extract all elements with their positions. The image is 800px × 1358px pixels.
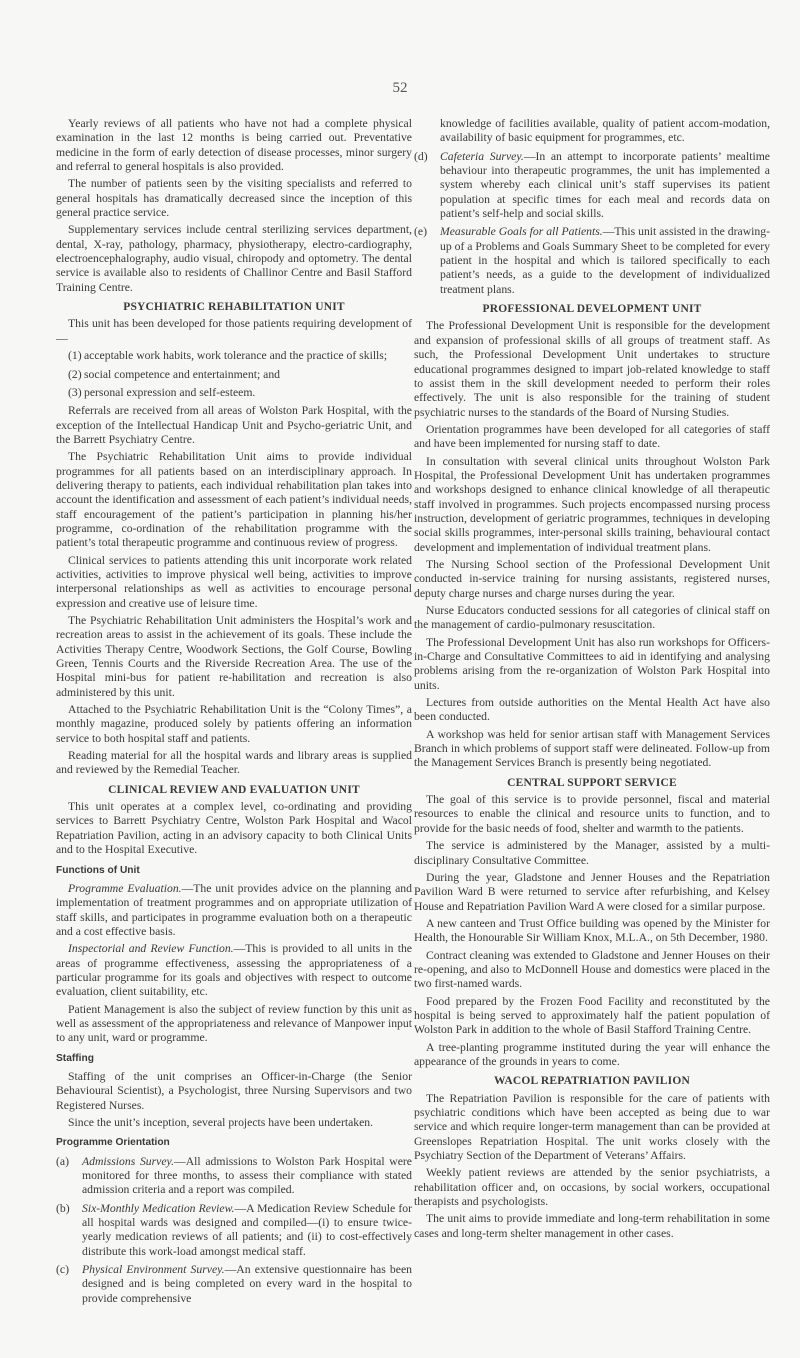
paragraph: The Repatriation Pavilion is responsible for the care of patients with psychiatric conditions which have been accepted as being due to war service and which require longer-term management than can be provided at Greenslopes Repatriation Hospital. The unit works closely with the Psychiatry Section of the Department of Veterans’ Affairs. [414,1091,770,1163]
list-indent [414,117,440,146]
paragraph: The Professional Development Unit has also run workshops for Officers-in-Charge and Consultative Committees to aid in identifying and analysing problems arising from the re-organization of Wolston Park Hospital into units. [414,635,770,692]
list-letter: (e) [414,225,427,239]
list-text [82,1155,412,1198]
list-text: social competence and entertainment; and [84,367,281,381]
paragraph [56,882,412,939]
paragraph: Clinical services to patients attending this unit incorporate work related activities, activities to improve physical well being, activities to improve interpersonal relationships as well as activities to encourage personal expression and creative use of leisure time. [56,553,412,610]
paragraph: Food prepared by the Frozen Food Facility and reconstituted by the hospital is being served to approximately half the patient population of Wolston Park in addition to the whole of Basil Stafford Training Centre. [414,994,770,1037]
paragraph: The number of patients seen by the visiting specialists and referred to general hospitals has dramatically decreased since the inception of this general practice service. [56,177,412,220]
italic-term: Cafeteria Survey. [440,149,524,163]
italic-term: Measurable Goals for all Patients. [440,225,603,239]
paragraph: The Professional Development Unit is responsible for the development and expansion of professional skills of all groups of treatment staff. As such, the Professional Development Unit undertakes to structure educational programmes designed to impart job-related knowledge to staff to assist them in the skill development needed to perform their roles effectively. The unit is also responsible for the training of student psychiatric nurses to the standards of the Board of Nursing Studies. [414,319,770,419]
paragraph-text: —This is provided to all units in the areas of programme effectiveness, assessing the appropriateness of a particular programme for its goals and objectives with respect to outcome evaluation, client suitability, etc. [56,942,412,999]
paragraph: This unit has been developed for those patients requiring development of— [56,317,412,345]
list-text [82,1202,412,1259]
subheading-programme-orientation: Programme Orientation [56,1137,170,1149]
paragraph: Patient Management is also the subject of review function by this unit as well as assessment of the appropriateness and relevance of Manpower input to any unit, ward or programme. [56,1002,412,1045]
list-letter: (d) [414,149,428,163]
paragraph-text: —The unit provides advice on the planning and implementation of treatment programmes and on appropriate utilization of staff skills, and participates in programme evaluation both on a therapeutic and a cost effective basis. [56,881,412,938]
list-number: (1) [68,349,82,363]
list-item [414,150,770,222]
paragraph: The service is administered by the Manager, assisted by a multi-disciplinary Consultative Committee. [414,839,770,867]
paragraph: Since the unit’s inception, several projects have been undertaken. [68,1116,374,1129]
paragraph: The Psychiatric Rehabilitation Unit aims to provide individual programmes for all patients based on an interdisciplinary approach. In delivering therapy to patients, each individual rehabilitation plan takes into account the identification and assessment of each patient’s individual needs, staff encouragement of the patient’s participation in planning his/her programme, co-ordination of the rehabilitation programme with the patient’s total therapeutic programme and continuous review of progress. [56,450,412,550]
paragraph: The goal of this service is to provide personnel, fiscal and material resources to enable the clinical and resource units to function, and to provide for the basic needs of food, shelter and warmth to the patients. [414,793,770,835]
paragraph: A new canteen and Trust Office building was opened by the Minister for Health, the Honourable Sir William Knox, M.L.A., on 5th December, 1980. [414,916,770,945]
list-item [56,1202,412,1259]
paragraph: Supplementary services include central sterilizing services department, dental, X-ray, pathology, pharmacy, physiotherapy, electro-cardiography, electroencephalography, audio visual, chiropody and optometry. The dental service is available also to residents of Challinor Centre and Basil Stafford Training Centre. [56,223,412,294]
left-column [56,117,412,1310]
italic-term: Admissions Survey. [82,1154,175,1168]
list-item [56,1263,412,1306]
list-item [56,386,412,400]
paragraph: Nurse Educators conducted sessions for all categories of clinical staff on the management of cardio-pulmonary resuscitation. [414,604,770,632]
list-text: knowledge of facilities available, quality of patient accom-modation, availability of basic equipment for programmes, etc. [440,117,770,145]
list-item-continued [414,117,770,146]
paragraph: Referrals are received from all areas of Wolston Park Hospital, with the exception of the Intellectual Handicap Unit and Psycho-geriatric Unit, and the Barrett Psychiatry Centre. [56,404,412,446]
list-text [440,150,770,222]
paragraph-text: —An extensive questionnaire has been designed and is being completed on every ward in the hospital to provide comprehensive [82,1263,412,1305]
subheading-staffing: Staffing [56,1052,94,1064]
paragraph: Lectures from outside authorities on the Mental Health Act have also been conducted. [414,696,770,724]
paragraph: A tree-planting programme instituted during the year will enhance the appearance of the grounds in years to come. [414,1040,770,1068]
paragraph: Orientation programmes have been developed for all categories of staff and have been implemented for nursing staff to date. [414,422,770,451]
right-column [414,117,770,1244]
section-heading-professional-development: PROFESSIONAL DEVELOPMENT UNIT [482,303,702,316]
list-letter: (c) [56,1263,69,1277]
section-heading-central-support: CENTRAL SUPPORT SERVICE [507,776,677,789]
italic-term: Physical Environment Survey. [82,1263,225,1277]
paragraph [56,942,412,999]
list-text [82,1263,412,1306]
section-heading-clinical-review: CLINICAL REVIEW AND EVALUATION UNIT [108,783,360,796]
italic-term: Programme Evaluation. [68,881,182,895]
page-number: 52 [392,80,408,96]
section-heading-psychiatric-rehabilitation: PSYCHIATRIC REHABILITATION UNIT [123,301,345,314]
paragraph: The unit aims to provide immediate and long-term rehabilitation in some cases and long-term shelter management in other cases. [414,1212,770,1240]
paragraph-text: —In an attempt to incorporate patients’ mealtime behaviour into therapeutic programmes, the unit has implemented a system whereby each clinical unit’s staff supervises its patient population at specific times for each meal and records data on patient’s self-help and social skills. [440,149,770,221]
paragraph: Staffing of the unit comprises an Officer-in-Charge (the Senior Behavioural Scientist), a Psychologist, three Nursing Supervisors and two Registered Nurses. [56,1069,412,1112]
list-number: (2) [68,367,82,381]
list-text [440,225,770,297]
paragraph: Attached to the Psychiatric Rehabilitation Unit is the “Colony Times”, a monthly magazine, produced solely by patients offering an information service to both hospital staff and patients. [56,703,412,745]
list-item [56,349,412,363]
paragraph: Weekly patient reviews are attended by the senior psychiatrists, a rehabilitation officer and, on occasions, by social workers, occupational therapists and psychologists. [414,1166,770,1209]
section-heading-wacol-repatriation: WACOL REPATRIATION PAVILION [493,1075,691,1088]
paragraph: The Psychiatric Rehabilitation Unit administers the Hospital’s work and recreation areas to assist in the achievement of its goals. These include the Activities Therapy Centre, Woodwork Sections, the Golf Course, Bowling Green, Tennis Courts and the Riverside Recreation Area. The use of the Hospital mini-bus for patient re-habilitation and recreation is also administered by this unit. [56,614,412,699]
list-item [56,368,412,382]
list-item [56,1155,412,1198]
paragraph: Yearly reviews of all patients who have not had a complete physical examination in the last 12 months is being carried out. Preventative medicine in the form of early detection of disease processes, minor surgery and referral to general hospitals is also provided. [56,117,412,174]
list-text: acceptable work habits, work tolerance and the practice of skills; [84,349,388,363]
list-letter: (a) [56,1154,69,1168]
paragraph: During the year, Gladstone and Jenner Houses and the Repatriation Pavilion Ward B were returned to service after refurbishing, and Kelsey House and Repatriation Pavilion Ward A were closed for a similar purpose. [414,870,770,913]
list-number: (3) [68,385,82,399]
paragraph: A workshop was held for senior artisan staff with Management Services Branch in which problems of support staff were delineated. Follow-up from the Management Services Branch is presently being negotiated. [414,727,770,770]
paragraph-text: —All admissions to Wolston Park Hospital were monitored for three months, to assess their compliance with stated admission criteria and a report was compiled. [82,1154,412,1197]
paragraph: Reading material for all the hospital wards and library areas is supplied and reviewed by the Remedial Teacher. [56,749,412,777]
list-item [414,225,770,297]
paragraph: Contract cleaning was extended to Gladstone and Jenner Houses on their re-opening, and also to McDonnell House and domestics were placed in the two first-named wards. [414,948,770,991]
paragraph-text: —This unit assisted in the drawing-up of a Problems and Goals Summary Sheet to be completed for every patient in the hospital and which is tailored specifically to each patient’s needs, as a guide to the development of individualized treatment plans. [440,225,770,296]
paragraph: In consultation with several clinical units throughout Wolston Park Hospital, the Professional Development Unit has undertaken programmes and workshops designed to enhance clinical knowledge of all therapeutic staff involved in programmes. Such projects encompassed nursing process instruction, development of geriatric programmes, techniques in developing social skills programmes, inter-personal skills training, behavioural contact development and implementation of individual treatment plans. [414,454,770,554]
list-letter: (b) [56,1201,70,1215]
subheading-functions: Functions of Unit [56,864,140,876]
list-text: personal expression and self-esteem. [84,385,256,399]
italic-term: Six-Monthly Medication Review. [82,1201,235,1215]
paragraph-text: —A Medication Review Schedule for all hospital wards was designed and compiled—(i) to ensure twice-yearly medication reviews of all patients; and (ii) to cost-effectively distribute this work-load amongst medical staff. [82,1201,412,1258]
paragraph: The Nursing School section of the Professional Development Unit conducted in-service training for nursing assistants, registered nurses, deputy charge nurses and charge nurses during the year. [414,557,770,600]
paragraph: This unit operates at a complex level, co-ordinating and providing services to Barrett Psychiatry Centre, Wolston Park Hospital and Wacol Repatriation Pavilion, acting in an advisory capacity to both Clinical Units and to the Hospital Executive. [56,800,412,857]
italic-term: Inspectorial and Review Function. [68,942,234,956]
numbered-list [56,349,412,400]
